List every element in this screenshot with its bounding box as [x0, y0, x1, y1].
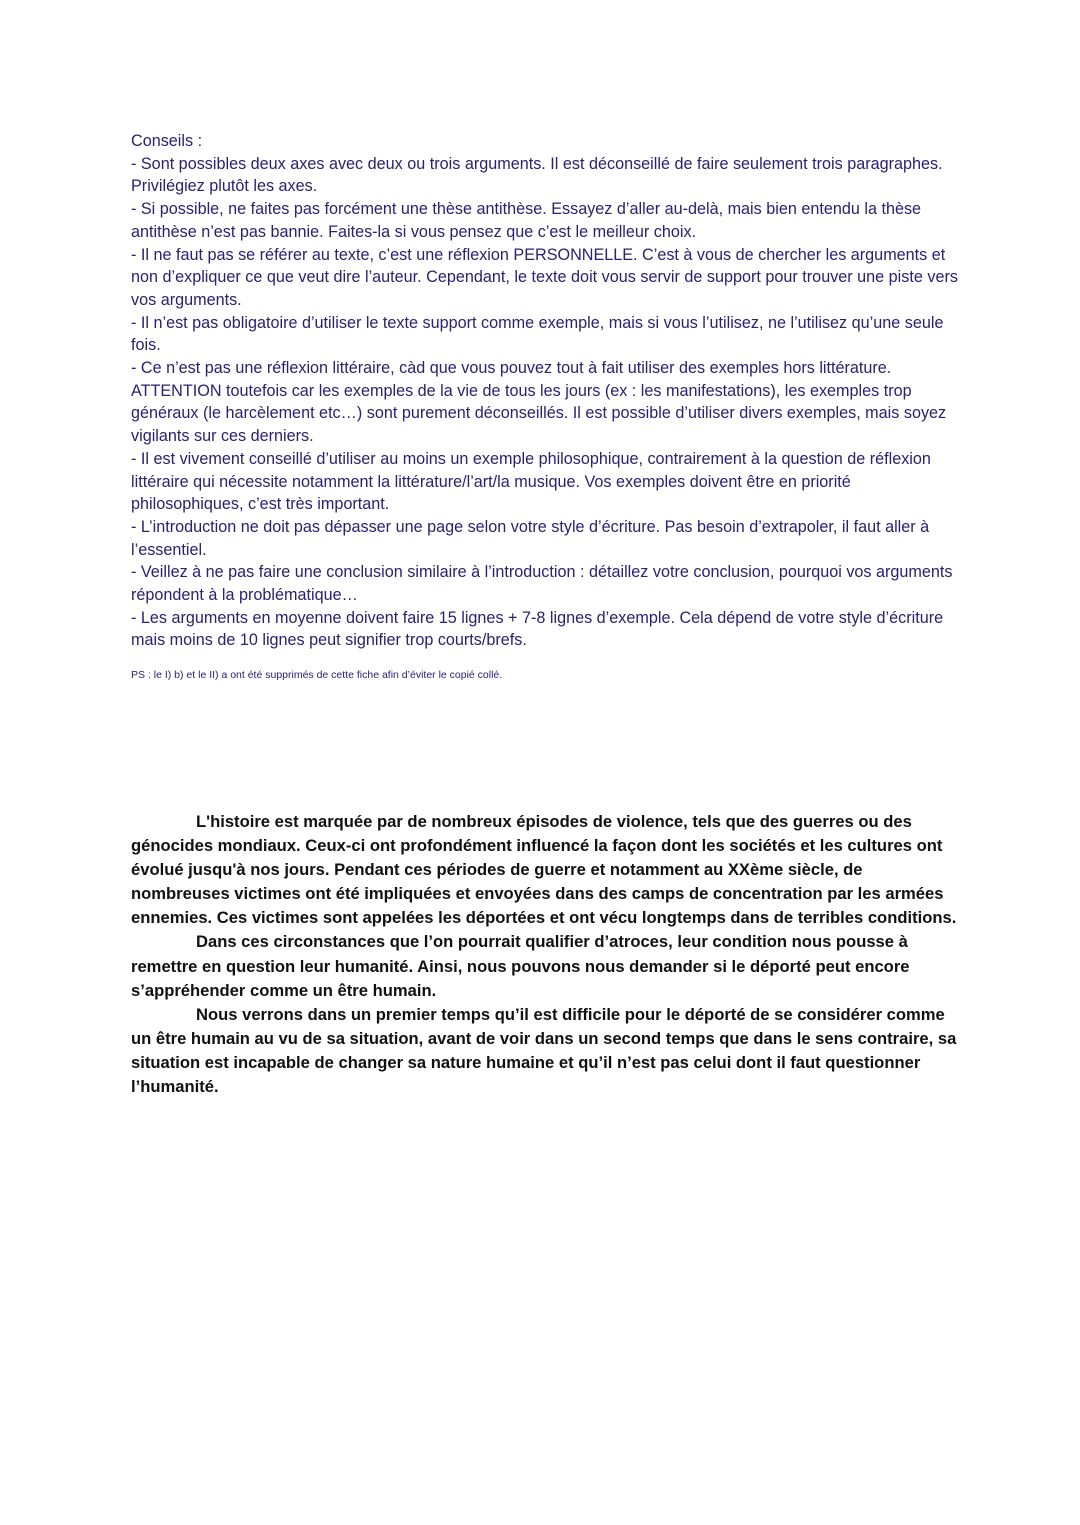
ps-note: PS : le I) b) et le II) a ont été supprimés de cette fiche afin d’éviter le copié collé.: [131, 669, 503, 681]
advice-heading: Conseils :: [131, 132, 203, 150]
advice-item: - Sont possibles deux axes avec deux ou trois arguments. Il est déconseillé de faire seulement trois paragraphes. Privilégiez plutôt les axes.: [131, 154, 943, 196]
advice-item: - Les arguments en moyenne doivent faire 15 lignes + 7-8 lignes d’exemple. Cela dépend de votre style d’écriture mais moins de 10 lignes peut signifier trop courts/brefs.: [131, 608, 944, 650]
advice-item: - Ce n’est pas une réflexion littéraire, càd que vous pouvez tout à fait utiliser des exemples hors littérature. ATTENTION toutefois car les exemples de la vie de tous les jours (ex : les manifestations), les exemples trop généraux (le harcèlement etc…) sont purement déconseillés. Il est possible d’utiliser divers exemples, mais soyez vigilants sur ces derniers.: [131, 359, 947, 446]
advice-item: - Il n’est pas obligatoire d’utiliser le texte support comme exemple, mais si vous l’utilisez, ne l’utilisez qu’une seule fois.: [131, 313, 944, 355]
advice-item: - Veillez à ne pas faire une conclusion similaire à l’introduction : détaillez votre conclusion, pourquoi vos arguments répondent à la problématique…: [131, 563, 953, 605]
intro-paragraph: Nous verrons dans un premier temps qu’il est difficile pour le déporté de se considérer comme un être humain au vu de sa situation, avant de voir dans un second temps que dans le sens contraire, sa situation est incapable de changer sa nature humaine et qu’il n’est pas celui dont il faut questionner l’humanité.: [131, 1004, 957, 1097]
advice-item: - Si possible, ne faites pas forcément une thèse antithèse. Essayez d’aller au-delà, mais bien entendu la thèse antithèse n’est pas bannie. Faites-la si vous pensez que c’est le meilleur choix.: [131, 200, 922, 241]
introduction-section: [131, 810, 961, 1099]
intro-paragraph: L'histoire est marquée par de nombreux épisodes de violence, tels que des guerres ou des génocides mondiaux. Ceux-ci ont profondément influencé la façon dont les sociétés et les cultures ont évolué jusqu'à nos jours. Pendant ces périodes de guerre et notamment au XXème siècle, de nombreuses victimes ont été impliquées et envoyées dans des camps de concentration par les armées ennemies. Ces victimes sont appelées les déportées et ont vécu longtemps dans de terribles conditions.: [131, 812, 957, 928]
advice-item: - L’introduction ne doit pas dépasser une page selon votre style d’écriture. Pas besoin d’extrapoler, il faut aller à l’essentiel.: [131, 517, 930, 559]
advice-item: - Il est vivement conseillé d’utiliser au moins un exemple philosophique, contrairement à la question de réflexion littéraire qui nécessite notamment la littérature/l’art/la musique. Vos exemples doivent être en priorité philosophiques, c’est très important.: [131, 449, 931, 514]
intro-paragraph: Dans ces circonstances que l’on pourrait qualifier d’atroces, leur condition nous pousse à remettre en question leur humanité. Ainsi, nous pouvons nous demander si le déporté peut encore s’appréhender comme un être humain.: [131, 932, 910, 1000]
advice-section: [131, 130, 966, 652]
advice-item: - Il ne faut pas se référer au texte, c’est une réflexion PERSONNELLE. C’est à vous de chercher les arguments et non d’expliquer ce que veut dire l’auteur. Cependant, le texte doit vous servir de support pour trouver une piste vers vos arguments.: [131, 245, 958, 309]
